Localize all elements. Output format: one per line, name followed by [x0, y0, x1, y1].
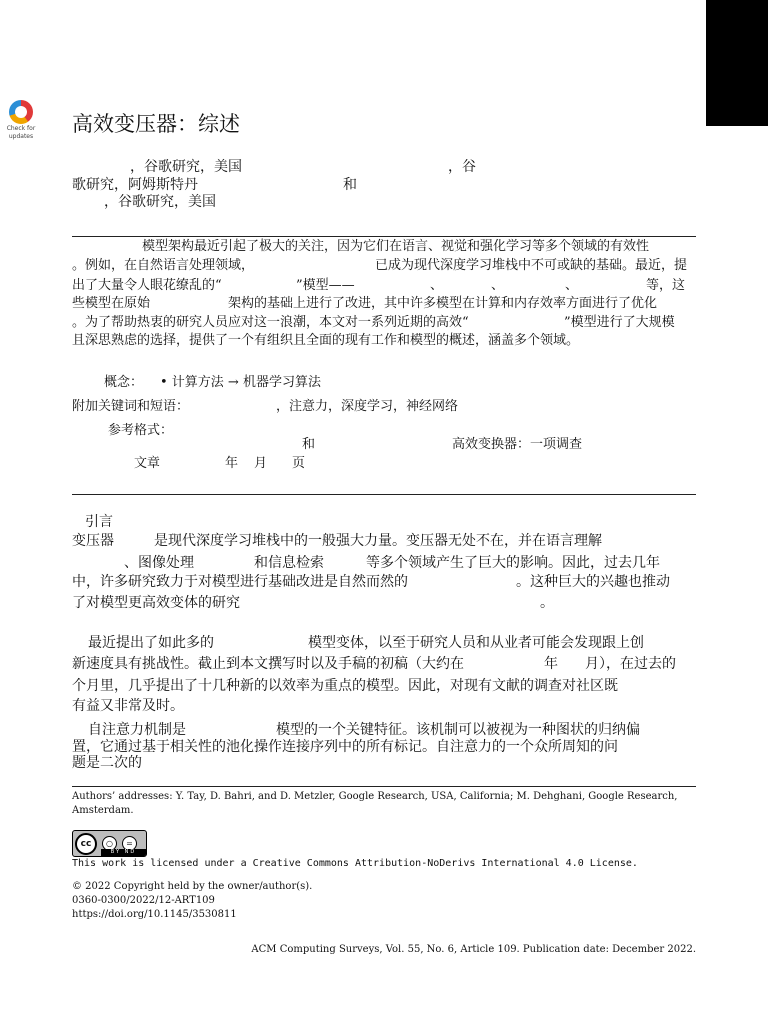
crossmark-icon — [9, 100, 33, 124]
attribution-icon: ○ — [102, 836, 117, 851]
cc-icon: cc — [75, 833, 97, 855]
author-line: ，谷歌研究，美国 — [104, 194, 216, 210]
abstract-text: 、 — [430, 278, 444, 293]
author-line: 歌研究，阿姆斯特丹 — [72, 177, 198, 193]
abstract-text: 、 — [565, 278, 579, 293]
license-text: This work is licensed under a Creative Commons Attribution-NoDerivs International 4.0 License. — [72, 858, 638, 869]
body-text: 变压器 — [72, 533, 114, 549]
concepts-value: • 计算方法 → 机器学习算法 — [160, 375, 321, 390]
body-text: 题是二次的 — [72, 755, 142, 771]
check-for-updates-badge[interactable] — [2, 100, 40, 138]
author-line: 和 — [343, 177, 357, 193]
noderivs-icon: = — [122, 836, 137, 851]
reference-page: 页 — [292, 456, 306, 471]
cc-badge-label: BY ND — [101, 849, 146, 856]
reference-and: 和 — [302, 437, 316, 452]
footnote-rule — [72, 786, 696, 787]
body-text: 、图像处理 — [124, 555, 194, 571]
abstract-text: 。为了帮助热衷的研究人员应对这一浪潮，本文对一系列近期的高效“ — [72, 315, 469, 330]
abstract-text: 等，这 — [646, 278, 686, 293]
body-text: 了对模型更高效变体的研究 — [72, 595, 240, 611]
journal-footer: ACM Computing Surveys, Vol. 55, No. 6, Article 109. Publication date: December 2022. — [251, 944, 696, 955]
abstract-text: 已成为现代深度学习堆栈中不可或缺的基础。最近，提 — [375, 258, 688, 273]
footnote-text: Amsterdam. — [72, 805, 134, 816]
intro-heading: 引言 — [85, 514, 113, 530]
abstract-text: 架构的基础上进行了改进，其中许多模型在计算和内存效率方面进行了优化 — [228, 296, 658, 311]
reference-article: 文章 — [134, 456, 161, 471]
body-text: 和信息检索 — [254, 555, 324, 571]
body-text: 中，许多研究致力于对模型进行基础改进是自然而然的 — [72, 574, 408, 590]
keywords-value: ，注意力，深度学习，神经网络 — [276, 399, 459, 414]
reference-label: 参考格式： — [108, 423, 174, 438]
author-line: ，谷 — [448, 159, 476, 175]
doi-link[interactable]: https://doi.org/10.1145/3530811 — [72, 909, 237, 920]
body-text: 是现代深度学习堆栈中的一般强大力量。变压器无处不在，并在语言理解 — [154, 533, 602, 549]
body-text: 年 — [544, 656, 558, 672]
issn-text: 0360-0300/2022/12-ART109 — [72, 895, 215, 906]
abstract-text: 、 — [491, 278, 505, 293]
cc-license-badge[interactable] — [72, 830, 147, 857]
concepts-label: 概念： — [104, 375, 144, 390]
copyright-text: © 2022 Copyright held by the owner/author(s). — [72, 881, 313, 892]
body-text: 等多个领域产生了巨大的影响。因此，过去几年 — [366, 555, 660, 571]
paper-title: 高效变压器：综述 — [72, 112, 240, 136]
footnote-text: Authors’ addresses: Y. Tay, D. Bahri, and D. Metzler, Google Research, USA, California; M. Dehghani, Google Research, — [72, 791, 678, 802]
badge-label-1: Check for — [6, 125, 36, 132]
abstract-text: 出了大量令人眼花缭乱的“ — [72, 278, 222, 293]
reference-year: 年 — [225, 456, 239, 471]
body-text: 。这种巨大的兴趣也推动 — [516, 574, 670, 590]
abstract-text: 。例如，在自然语言处理领域， — [72, 258, 255, 273]
abstract-text: 且深思熟虑的选择，提供了一个有组织且全面的现有工作和模型的概述，涵盖多个领域。 — [72, 333, 580, 348]
body-text: 个月里，几乎提出了十几种新的以效率为重点的模型。因此，对现有文献的调查对社区既 — [72, 678, 618, 694]
page-corner-block — [706, 0, 768, 126]
author-line: ，谷歌研究，美国 — [130, 159, 242, 175]
body-text: 最近提出了如此多的 — [88, 635, 214, 651]
abstract-text: ”模型—— — [296, 278, 355, 293]
reference-month: 月 — [254, 456, 268, 471]
body-text: 有益又非常及时。 — [72, 698, 184, 714]
abstract-text: 模型架构最近引起了极大的关注，因为它们在语言、视觉和强化学习等多个领域的有效性 — [142, 239, 650, 254]
body-text: 月），在过去的 — [585, 656, 676, 672]
reference-title: 高效变换器：一项调查 — [452, 437, 583, 452]
keywords-label: 附加关键词和短语： — [72, 399, 190, 414]
body-text: 新速度具有挑战性。截止到本文撰写时以及手稿的初稿（大约在 — [72, 656, 464, 672]
badge-label-2: updates — [8, 133, 34, 140]
body-text: 模型变体，以至于研究人员和从业者可能会发现跟上创 — [308, 635, 644, 651]
body-text: 置，它通过基于相关性的池化操作连接序列中的所有标记。自注意力的一个众所周知的问 — [72, 739, 618, 755]
body-text: 。 — [540, 595, 554, 611]
abstract-bottom-rule — [72, 494, 696, 495]
abstract-text: ”模型进行了大规模 — [564, 315, 675, 330]
abstract-text: 些模型在原始 — [72, 296, 151, 311]
body-text: 模型的一个关键特征。该机制可以被视为一种图状的归纳偏 — [276, 722, 640, 738]
body-text: 自注意力机制是 — [88, 722, 186, 738]
